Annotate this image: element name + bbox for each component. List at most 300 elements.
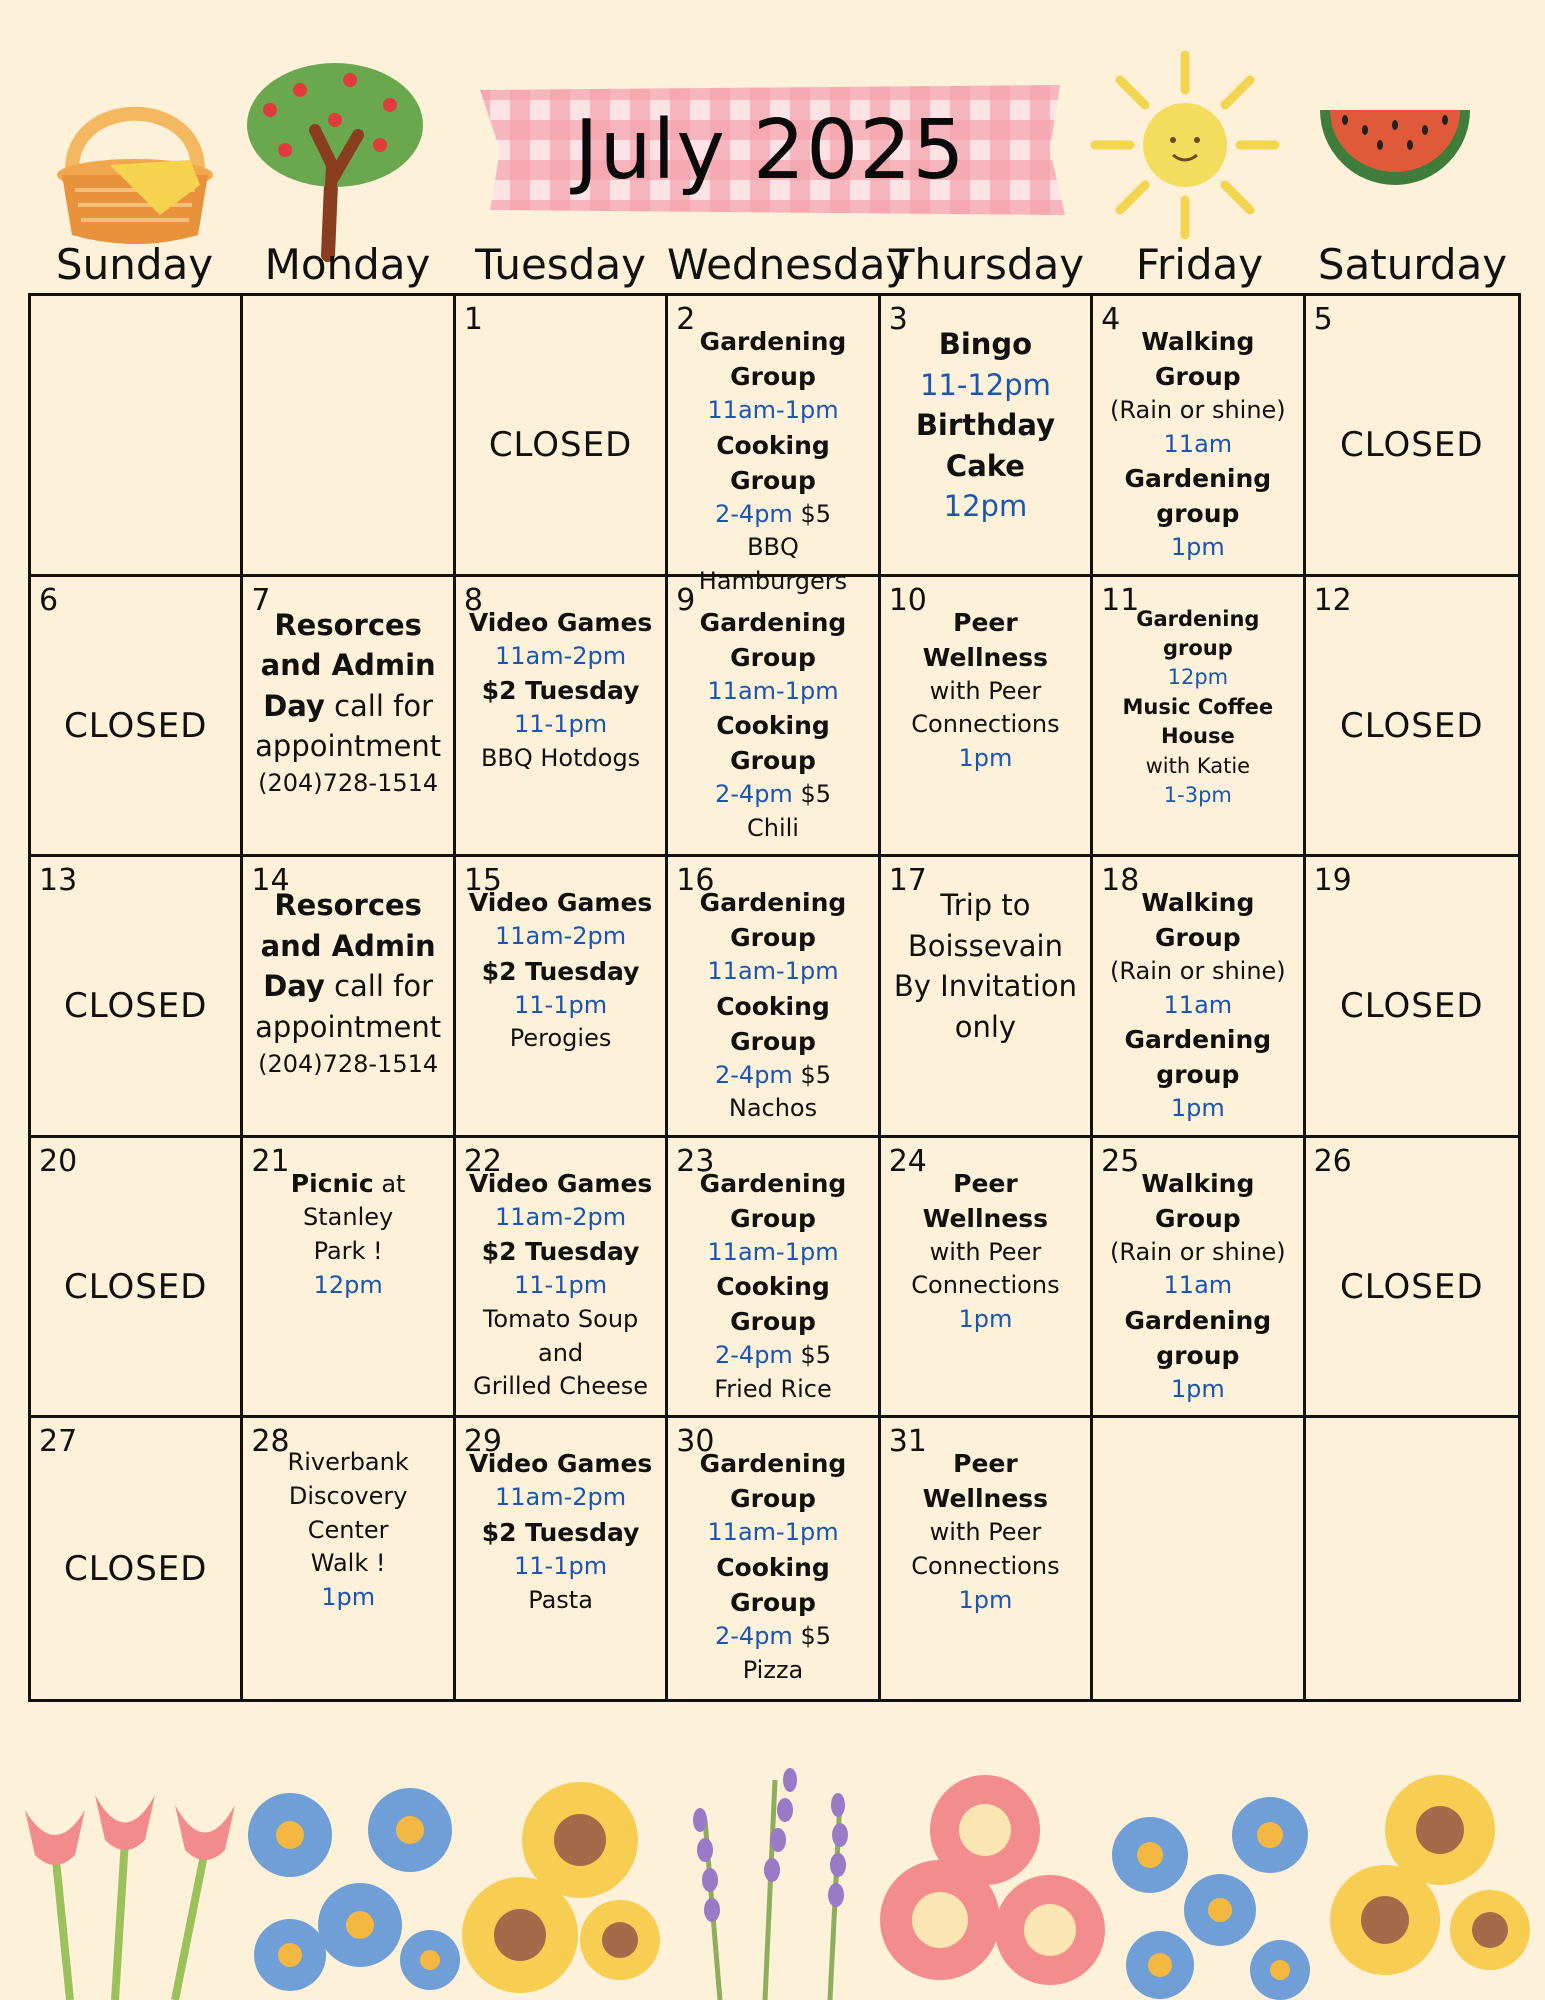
event-line [887,1446,1084,1516]
event-text: only [954,1009,1017,1044]
event-line [249,1480,446,1547]
event-line [1125,461,1272,496]
event-line [482,1234,640,1269]
day-cell-20 [31,1138,243,1419]
event-text-suffix: $5 [792,1060,831,1089]
day-cell-7 [243,577,455,858]
event-text: with Katie [1145,753,1251,778]
event-text: Walking Group [1141,888,1255,953]
event-text: Gardening [1124,1025,1272,1055]
event-text: (204)728-1514 [258,768,439,797]
event-line [274,605,422,646]
event-line [729,1092,817,1126]
event-text: Boissevain [907,928,1063,963]
event-text: Peer Wellness [922,607,1049,672]
event-text: Riverbank [287,1448,409,1477]
event-text: Resorces [274,607,422,642]
event-line [528,1584,593,1618]
event-text: Gardening [1124,464,1272,494]
event-text: appointment [255,729,442,764]
day-number: 8 [463,582,483,618]
event-text: Park ! [313,1236,383,1265]
day-number: 20 [39,1143,78,1179]
event-line [473,1370,648,1404]
event-text: 11-1pm [514,990,608,1019]
event-text: 11am-2pm [494,641,627,670]
event-line [714,1373,832,1407]
event-text: Peer Wellness [922,1168,1049,1233]
day-number: 21 [251,1143,290,1179]
event-line [958,1303,1012,1337]
event-text: (Rain or shine) [1110,1237,1286,1266]
day-number: 1 [463,302,483,337]
event-line [1099,693,1296,752]
event-text: Day [263,688,325,723]
day-number: 18 [1101,863,1140,899]
day-cell-23 [668,1138,880,1419]
day-cell-5 [1306,296,1518,577]
calendar-grid [28,293,1521,1702]
event-text: $2 Tuesday [481,1237,640,1267]
event-text: 2-4pm [715,1060,793,1089]
event-line [955,1007,1016,1048]
event-text: 11am-2pm [494,1483,627,1512]
event-text: 1pm [958,1585,1013,1614]
event-text-suffix: $5 [792,780,831,809]
day-name-saturday: Saturday [1317,240,1508,289]
event-line [495,920,626,954]
event-text: CLOSED [1340,986,1484,1027]
day-name-tuesday: Tuesday [475,240,646,289]
event-text: 1pm [1170,533,1225,562]
day-cell-30 [668,1418,880,1699]
day-cell-12 [1306,577,1518,858]
flowers-border-icon [0,1760,1545,2000]
event-text: 11am-1pm [707,1237,839,1266]
event-line [911,1269,1059,1303]
event-line [715,1620,831,1654]
day-cell-21 [243,1138,455,1419]
event-text: and Admin [260,928,436,963]
day-number: 19 [1313,863,1352,899]
event-text: 2-4pm [715,780,793,809]
event-line [1171,1092,1225,1126]
event-line [730,640,816,675]
event-text: group [1156,499,1240,529]
event-line [887,1166,1084,1236]
event-text: 1-3pm [1163,782,1232,807]
event-text: $2 Tuesday [481,1517,640,1547]
event-text: Pizza [742,1655,804,1684]
day-name-wednesday: Wednesday [667,240,911,289]
event-line [700,885,847,920]
event-line [700,605,847,640]
event-line [1156,496,1239,531]
event-line [920,365,1051,406]
event-line [946,446,1025,487]
event-text: group [1156,1340,1240,1370]
event-text: BBQ [747,533,799,562]
day-number: 3 [888,302,908,337]
event-line [314,1269,383,1303]
event-line [462,1303,659,1370]
event-line [1099,885,1296,955]
event-line [1171,1373,1225,1407]
event-text: Walk ! [310,1549,386,1578]
event-line [944,486,1028,527]
event-line [730,1481,816,1516]
event-line [64,1264,207,1312]
apple-tree-icon [240,50,430,260]
event-text: CLOSED [63,986,208,1027]
event-text: Gardening [699,607,847,637]
event-text: 11am-2pm [494,1202,627,1231]
day-number: 31 [888,1424,927,1460]
event-text: Picnic [290,1168,374,1198]
event-text: 1pm [1170,1094,1225,1123]
day-cell-15 [456,857,668,1138]
event-text: Gardening [699,327,847,356]
event-line [1156,1057,1239,1092]
event-line [514,1550,607,1584]
event-line [495,640,626,674]
day-cell-3 [881,296,1093,577]
event-line [674,708,871,778]
event-text: appointment [255,1009,442,1044]
event-text: 11-1pm [514,1271,608,1300]
event-line [258,767,438,801]
event-line [1340,983,1483,1031]
event-line [743,1654,804,1688]
event-line [1340,703,1483,751]
event-line [707,955,838,989]
event-line [939,324,1032,365]
event-text: Walking Group [1141,327,1255,391]
event-text: BBQ Hotdogs [480,743,641,772]
event-line [894,966,1077,1007]
event-text: 11-12pm [919,367,1051,402]
event-line [255,726,441,767]
event-text: (Rain or shine) [1110,396,1286,424]
event-text: Gardening group [1136,606,1260,660]
event-line [1164,428,1233,462]
event-text: 12pm [1167,665,1229,690]
day-cell-10 [881,577,1093,858]
event-line [255,1007,441,1048]
event-text: $2 Tuesday [481,956,640,986]
event-text-suffix: $5 [792,1621,831,1650]
event-line [1110,1236,1286,1270]
event-text: with Peer [929,1237,1042,1266]
event-text: Group [730,1203,816,1233]
event-text: Video Games [468,607,653,637]
event-line [274,885,422,926]
day-number: 30 [676,1424,715,1460]
day-number: 5 [1313,302,1333,337]
event-text: (204)728-1514 [258,1049,439,1078]
event-text: Peer Wellness [922,1449,1049,1514]
event-text: Cooking Group [716,430,830,495]
event-text: Perogies [509,1024,612,1053]
day-cell-29 [456,1418,668,1699]
day-number: 11 [1101,582,1140,618]
event-line [288,1446,409,1480]
event-line [1110,394,1286,428]
event-line [730,359,816,394]
event-text: Group [730,642,816,672]
day-name-monday: Monday [264,240,431,289]
day-cell-11 [1093,577,1305,858]
event-line [747,531,799,565]
day-number: 25 [1101,1143,1140,1179]
event-line [958,1584,1012,1618]
event-line [1099,605,1296,664]
day-number: 2 [676,302,696,337]
day-name-sunday: Sunday [55,240,214,289]
event-line [715,1059,831,1093]
event-text: Cooking Group [716,1552,830,1617]
day-number: 27 [39,1424,78,1460]
day-cell-8 [456,577,668,858]
event-text-suffix: $5 [792,499,831,528]
event-text: Gardening [699,1449,847,1479]
event-text: 11am-1pm [707,396,839,424]
day-cell-25 [1093,1138,1305,1419]
event-text: CLOSED [1340,705,1484,746]
day-number: 24 [888,1143,927,1179]
event-text: Group [730,1484,816,1514]
event-line [930,1236,1042,1270]
event-text-suffix: call for [324,969,434,1004]
event-line [495,1481,626,1515]
event-text: 2-4pm [715,1621,793,1650]
event-line [1171,531,1225,565]
event-text: Video Games [468,888,653,918]
event-line [321,1581,375,1615]
event-line [261,645,436,686]
event-line [916,405,1055,446]
event-line [715,1339,831,1373]
event-line [887,605,1084,675]
event-line [469,1446,652,1481]
event-line [64,983,207,1031]
event-line [674,428,871,498]
event-text: 2-4pm [715,499,793,528]
sun-icon [1085,45,1285,245]
event-text: Connections [911,1271,1060,1300]
event-line [930,1516,1042,1550]
event-text: CLOSED [63,1548,208,1589]
event-line [1168,663,1229,692]
event-line [1110,955,1286,989]
day-number: 15 [463,863,503,899]
event-text: 11am-1pm [707,676,839,705]
day-cell-6 [31,577,243,858]
event-line [469,605,652,640]
event-text: Cooking Group [716,711,830,776]
event-line [489,422,632,470]
event-line [1164,1269,1233,1303]
event-line [514,989,607,1023]
empty-day-cell [31,296,243,577]
day-cell-19 [1306,857,1518,1138]
event-line [482,1515,640,1550]
day-cell-14 [243,857,455,1138]
event-line [1164,989,1233,1023]
event-line [1099,1166,1296,1236]
event-text: 11-1pm [514,1551,608,1580]
event-text: Gardening [699,888,847,918]
day-cell-28 [243,1418,455,1699]
event-line [715,778,831,812]
event-text: with Peer [929,676,1042,705]
event-text: CLOSED [63,705,208,746]
event-text-suffix: at Stanley [303,1169,406,1232]
event-text: Trip to [940,888,1031,923]
event-line [700,1446,847,1481]
event-line [514,708,607,742]
event-line [747,812,799,846]
day-cell-1 [456,296,668,577]
event-line [700,1166,847,1201]
day-number: 26 [1313,1143,1352,1179]
event-text: Pasta [528,1585,593,1614]
event-line [911,1550,1059,1584]
event-text: 1pm [958,1304,1013,1333]
event-text: Group [730,923,816,953]
day-number: 10 [888,582,927,618]
event-line [911,708,1059,742]
day-cell-17 [881,857,1093,1138]
event-text: 11am-2pm [494,922,627,951]
event-text: Video Games [468,1168,653,1198]
day-number: 22 [463,1143,503,1179]
event-text: Walking Group [1141,1168,1255,1233]
day-number: 16 [676,863,715,899]
day-number: 7 [251,582,271,618]
empty-day-cell [1093,1418,1305,1699]
event-line [1164,781,1232,810]
event-text: Resorces [274,888,422,923]
day-cell-31 [881,1418,1093,1699]
event-text: Video Games [468,1449,653,1479]
day-cell-18 [1093,857,1305,1138]
event-line [674,1550,871,1620]
event-text: Discovery Center [288,1481,408,1544]
empty-day-cell [1306,1418,1518,1699]
event-line [64,703,207,751]
event-text: with Peer [929,1518,1042,1547]
event-text: Music Coffee House [1122,694,1274,749]
event-line [249,1166,446,1235]
picnic-basket-icon [50,75,220,250]
event-line [730,920,816,955]
event-text: 2-4pm [715,1341,793,1370]
event-line [263,966,433,1007]
day-name-friday: Friday [1135,240,1264,289]
event-text: (Rain or shine) [1110,957,1286,986]
day-number: 23 [676,1143,715,1179]
day-number: 14 [251,863,290,899]
event-line [514,1269,607,1303]
day-number: 6 [39,582,59,618]
event-line [730,1201,816,1236]
day-cell-24 [881,1138,1093,1419]
event-line [1340,1264,1483,1312]
event-line [715,498,831,532]
event-text: Bingo [938,327,1033,361]
event-text: CLOSED [63,1266,208,1307]
event-line [261,926,436,967]
event-line [707,1236,838,1270]
event-text: Connections [911,710,1060,739]
event-text: Birthday [915,408,1056,443]
event-text: Hamburgers [698,566,848,595]
event-line [1146,752,1251,781]
event-text: 1pm [1170,1374,1225,1403]
event-text: Day [263,969,325,1004]
day-number: 17 [888,863,927,899]
event-text: By Invitation [893,969,1077,1004]
event-text: Group [730,362,816,391]
event-text: CLOSED [488,425,633,465]
day-cell-26 [1306,1138,1518,1419]
watermelon-icon [1315,105,1475,215]
event-text: CLOSED [1340,425,1484,465]
event-line [1156,1338,1239,1373]
event-text: 12pm [313,1270,383,1299]
event-line [258,1048,438,1082]
event-text: Gardening [699,1168,847,1198]
day-cell-16 [668,857,880,1138]
event-line [1099,324,1296,394]
event-line [311,1547,386,1581]
day-cell-27 [31,1418,243,1699]
day-number: 28 [251,1424,290,1460]
event-line [700,324,847,359]
event-line [707,394,838,428]
event-text: Chili [747,813,799,842]
event-line [707,1516,838,1550]
day-number: 12 [1313,582,1352,618]
event-text: Fried Rice [714,1374,832,1403]
event-line [908,926,1063,967]
event-line [940,885,1030,926]
day-cell-13 [31,857,243,1138]
event-text: 11am-1pm [707,957,839,986]
event-text: CLOSED [1340,1266,1484,1307]
event-line [958,742,1012,776]
day-number: 13 [39,863,78,899]
event-text: Gardening [1124,1305,1272,1335]
day-number: 9 [676,582,696,618]
day-cell-22 [456,1138,668,1419]
event-line [64,1546,207,1594]
event-line [482,673,640,708]
day-cell-9 [668,577,880,858]
day-number: 29 [463,1424,503,1460]
event-text: Tomato Soup and [482,1304,639,1367]
event-text: 11am [1163,990,1233,1019]
event-text: 11am-1pm [707,1518,839,1547]
event-text: 12pm [943,489,1028,524]
event-line [495,1201,626,1235]
event-line [674,989,871,1059]
event-text-suffix: call for [324,688,434,723]
event-text: 1pm [958,743,1013,772]
event-text: Connections [911,1551,1060,1580]
event-line [510,1022,612,1056]
